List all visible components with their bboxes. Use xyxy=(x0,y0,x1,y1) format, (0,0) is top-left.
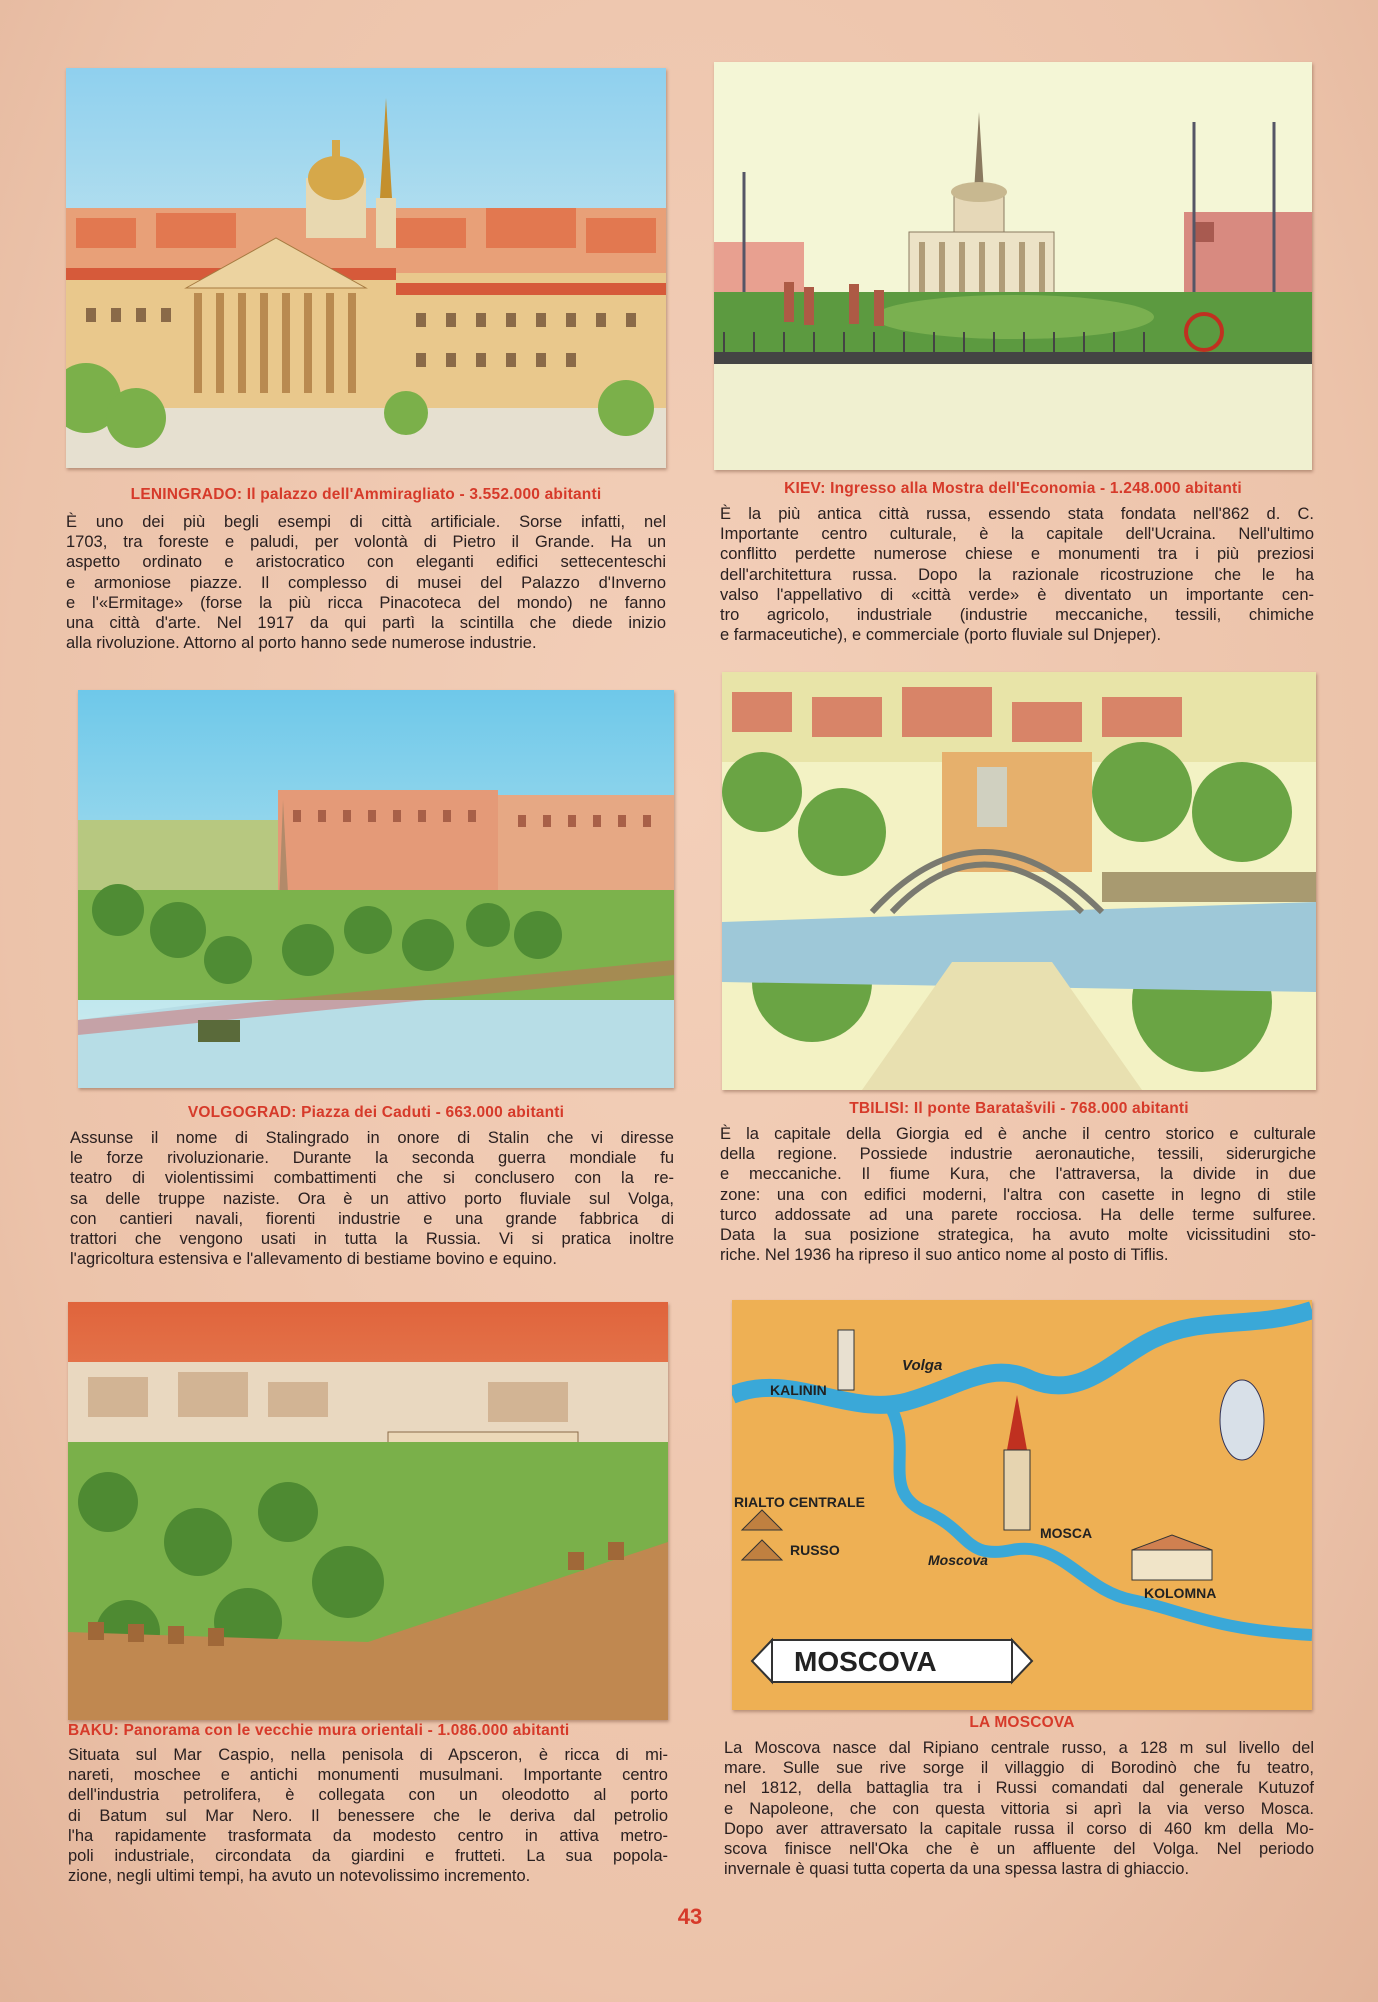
map-label-mosca: MOSCA xyxy=(1040,1525,1093,1541)
map-label-russo: RUSSO xyxy=(790,1542,840,1558)
tbilisi-line: turco addossate ad una parete rocciosa. Ha delle terme sulfuree. xyxy=(720,1205,1316,1224)
kiev-city: KIEV xyxy=(784,480,821,497)
map-label-kolomna: KOLOMNA xyxy=(1144,1585,1217,1601)
moscova-line: mare. Sulle sue rive sorge il villaggio di Borodinò che fu teatro, xyxy=(724,1759,1314,1778)
tbilisi-line: riche. Nel 1936 ha ripreso il suo antico nome al posto di Tiflis. xyxy=(720,1246,1169,1265)
volgograd-caption-text: Piazza dei Caduti - 663.000 abitanti xyxy=(301,1104,565,1121)
volgograd-line: teatro di violentissimi combattimenti che si conclusero con la re- xyxy=(70,1169,674,1188)
kiev-line: e farmaceutiche), e commerciale (porto fluviale sul Dnjeper). xyxy=(720,626,1162,645)
page-number: 43 xyxy=(677,1904,703,1929)
kiev-caption-text: Ingresso alla Mostra dell'Economia - 1.248.000 abitanti xyxy=(830,480,1242,497)
kiev-line: tro agricolo, industriale (industrie meccaniche, tessili, chimiche xyxy=(720,606,1314,625)
volgograd-line: Assunse il nome di Stalingrado in onore di Stalin che vi diresse xyxy=(70,1129,674,1147)
kiev-line: dell'architettura russa. Dopo la razionale ricostruzione che le ha xyxy=(720,565,1314,584)
baku-line: di Batum sul Mar Nero. Il benessere che le deriva dal petrolio xyxy=(68,1806,668,1825)
volgograd-caption: VOLGOGRAD: Piazza dei Caduti - 663.000 abitanti xyxy=(187,1104,565,1121)
kiev-line: valso l'appellativo di «città verde» è diventato un importante cen- xyxy=(720,585,1314,604)
baku-line: l'ha rapidamente trasformata da modesto centro in attiva metro- xyxy=(68,1826,668,1845)
tbilisi-line: della regione. Possiede industrie aeronautiche, tessili, siderurgiche xyxy=(720,1145,1316,1164)
volgograd-description xyxy=(70,1128,674,1269)
baku-illustration xyxy=(68,1302,668,1720)
tbilisi-caption-text: Il ponte Baratašvili - 768.000 abitanti xyxy=(913,1100,1189,1117)
leningrad-caption-text: Il palazzo dell'Ammiragliato - 3.552.000 abitanti xyxy=(246,486,602,503)
moscova-line: scova finisce nell'Oka che è un affluente del Volga. Nel periodo xyxy=(724,1840,1314,1859)
volgograd-line: con cantieri navali, fiorenti industrie e una grande fabbrica di xyxy=(70,1209,674,1228)
map-label-kalinin: KALININ xyxy=(770,1382,827,1398)
tbilisi-line: zone: una con edifici moderni, l'altra con casette in legno di stile xyxy=(720,1185,1316,1204)
leningrad-line: È uno dei più begli esempi di città artificiale. Sorse infatti, nel xyxy=(66,513,666,531)
leningrad-line: e l'«Ermitage» (forse la più ricca Pinacoteca del mondo) ne fanno xyxy=(66,593,666,612)
baku-caption-text: Panorama con le vecchie mura orientali - 1.086.000 abitanti xyxy=(123,1722,570,1739)
leningrad-line: 1703, tra foreste e paludi, per volontà di Pietro il Grande. Ha un xyxy=(66,533,666,552)
baku-line: dell'industria petrolifera, è collegata con un oleodotto al porto xyxy=(68,1786,668,1805)
moscova-description xyxy=(724,1738,1314,1879)
moscova-map xyxy=(732,1300,1312,1710)
kiev-line: Importante centro culturale, è la capitale dell'Ucraina. Nell'ultimo xyxy=(720,525,1314,544)
kiev-line: conflitto perdette numerose chiese e monumenti tra i più preziosi xyxy=(720,545,1314,564)
baku-line: Situata sul Mar Caspio, nella penisola di Apsceron, è ricca di mi- xyxy=(68,1746,668,1764)
baku-city: BAKU xyxy=(68,1722,114,1739)
moscova-caption xyxy=(732,1714,1312,1732)
map-label-volga: Volga xyxy=(902,1357,943,1374)
leningrad-line: aspetto ordinato e aristocratico con eleganti edifici settecenteschi xyxy=(66,553,666,572)
tbilisi-city: TBILISI xyxy=(849,1100,905,1117)
tbilisi-line: e meccaniche. Il fiume Kura, che l'attraversa, la divide in due xyxy=(720,1165,1316,1184)
volgograd-line: le forze rivoluzionarie. Durante la seconda guerra mondiale fu xyxy=(70,1149,674,1168)
baku-caption: BAKU: Panorama con le vecchie mura orientali - 1.086.000 abitanti xyxy=(68,1722,570,1739)
tbilisi-line: È la capitale della Giorgia ed è anche il centro storico e culturale xyxy=(720,1125,1316,1143)
moscova-line: e Napoleone, che con questa vittoria si aprì la via verso Mosca. xyxy=(724,1799,1314,1818)
baku-description xyxy=(68,1745,668,1886)
tbilisi-illustration xyxy=(722,672,1316,1090)
kiev-caption: KIEV: Ingresso alla Mostra dell'Economia - 1.248.000 abitanti xyxy=(784,480,1242,497)
baku-line: poli industriale, circondata da giardini e frutteti. La sua popola- xyxy=(68,1847,668,1866)
leningrad-line: alla rivoluzione. Attorno al porto hanno sede numerose industrie. xyxy=(66,634,537,653)
map-label-moscova-river: Moscova xyxy=(928,1552,988,1568)
volgograd-city: VOLGOGRAD xyxy=(187,1104,292,1121)
leningrad-caption: LENINGRADO: Il palazzo dell'Ammiragliato - 3.552.000 abitanti xyxy=(130,486,602,503)
baku-line: nareti, moschee e antichi monumenti musulmani. Importante centro xyxy=(68,1766,668,1785)
volgograd-line: trattori che vengono usati in tutta la Russia. Vi si pratica inoltre xyxy=(70,1230,674,1249)
leningrad-line: una città d'arte. Nel 1917 da qui partì la scintilla che diede inizio xyxy=(66,614,666,633)
baku-line: zione, negli ultimi tempi, ha avuto un notevolissimo incremento. xyxy=(68,1867,531,1886)
leningrad-city: LENINGRADO xyxy=(130,486,237,503)
kiev-line: È la più antica città russa, essendo stata fondata nell'862 d. C. xyxy=(720,505,1314,523)
volgograd-illustration xyxy=(78,690,674,1088)
moscova-line: La Moscova nasce dal Ripiano centrale russo, a 128 m sul livello del xyxy=(724,1739,1314,1757)
leningrad-illustration xyxy=(66,68,666,468)
moscova-line: invernale è quasi tutta coperta da una spessa lastra di ghiaccio. xyxy=(724,1860,1190,1879)
moscova-caption-text: LA MOSCOVA xyxy=(969,1714,1075,1731)
tbilisi-description xyxy=(720,1124,1316,1265)
leningrad-line: e armoniose piazze. Il complesso di musei del Palazzo d'Inverno xyxy=(66,573,666,592)
tbilisi-caption: TBILISI: Il ponte Baratašvili - 768.000 abitanti xyxy=(849,1100,1189,1117)
kiev-description xyxy=(720,504,1314,645)
moscova-line: Dopo aver attraversato la capitale russa il corso di 460 km della Mo- xyxy=(724,1819,1314,1838)
leningrad-description xyxy=(66,512,666,653)
moscova-line: nel 1812, della battaglia tra i Russi comandati dal generale Kutuzof xyxy=(724,1779,1314,1798)
map-banner-title: MOSCOVA xyxy=(794,1646,937,1677)
tbilisi-line: Data la sua posizione strategica, ha avuto molte vicissitudini sto- xyxy=(720,1226,1316,1245)
volgograd-line: sa delle truppe naziste. Ora è un attivo porto fluviale sul Volga, xyxy=(70,1189,674,1208)
volgograd-line: l'agricoltura estensiva e l'allevamento di bestiame bovino e equino. xyxy=(70,1250,557,1269)
kiev-illustration xyxy=(714,62,1312,470)
map-label-rialto: RIALTO CENTRALE xyxy=(734,1494,865,1510)
